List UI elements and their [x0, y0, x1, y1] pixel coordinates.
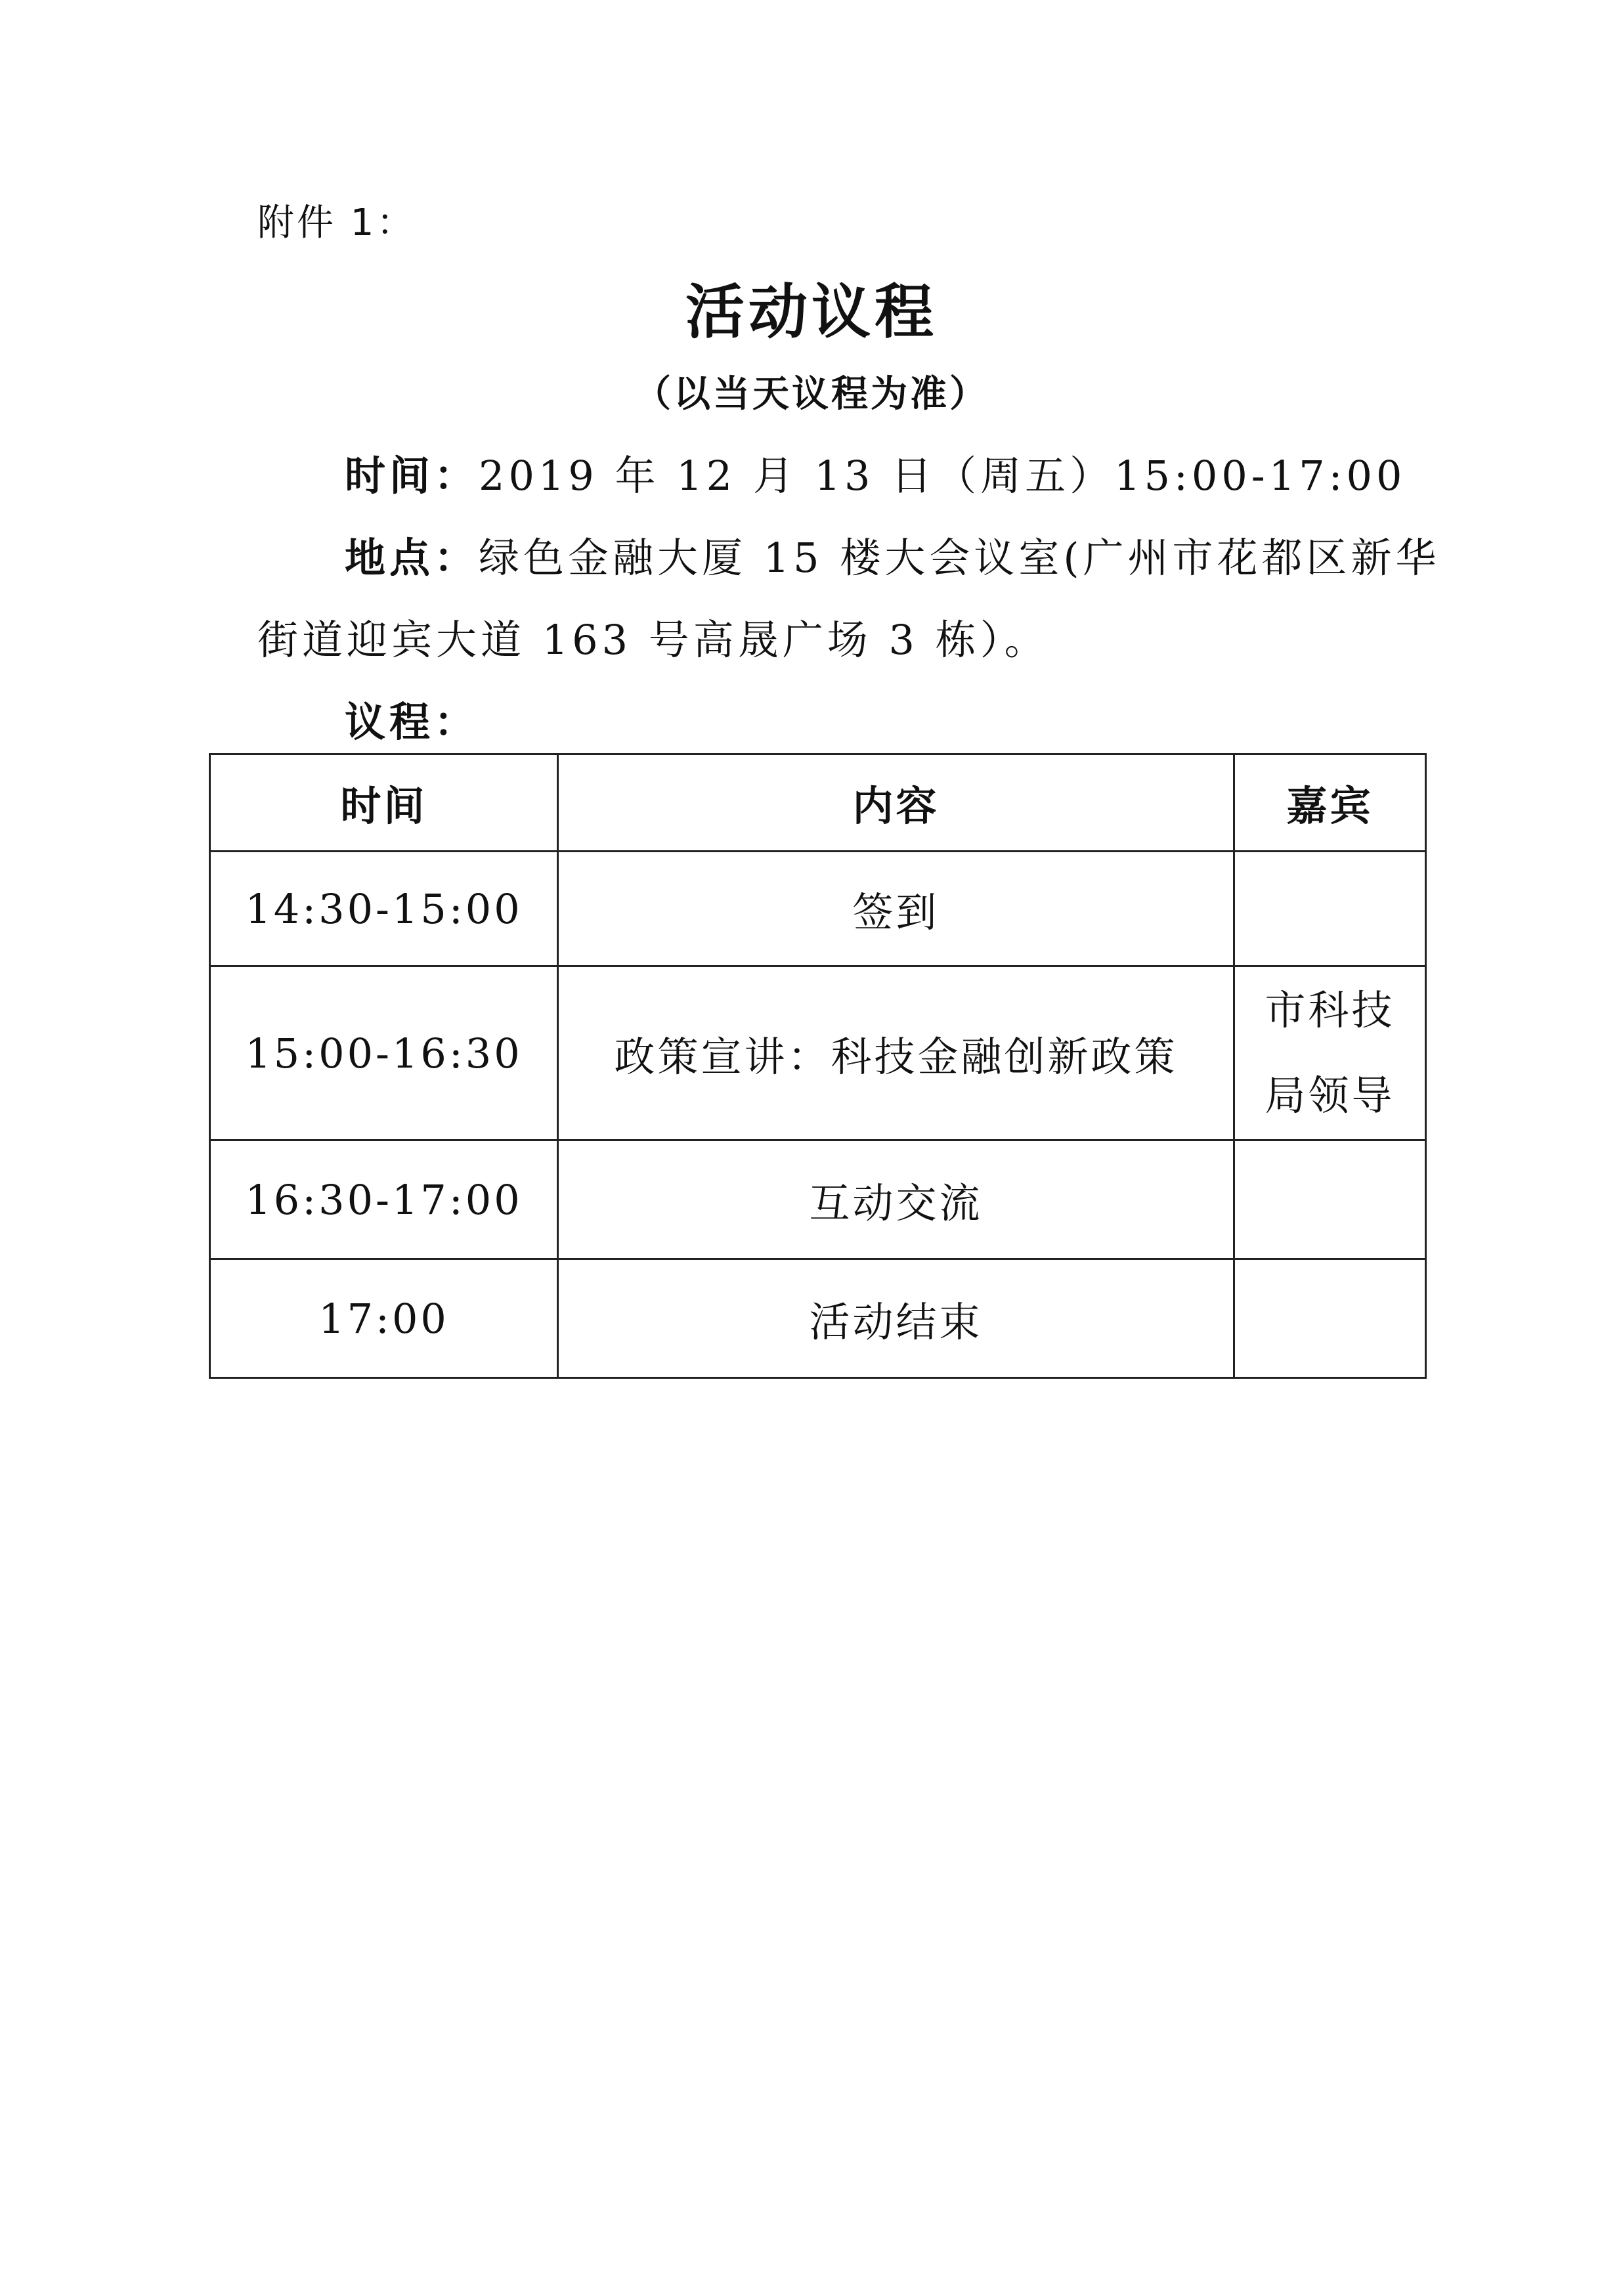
location-value-line1: 绿色金融大厦 15 楼大会议室(广州市花都区新华 — [479, 534, 1440, 582]
cell-guest — [1234, 966, 1426, 1140]
attachment-label: 附件 1： — [257, 202, 416, 244]
agenda-line — [345, 693, 479, 752]
location-value-line2: 街道迎宾大道 163 号高晟广场 3 栋）。 — [257, 616, 1049, 664]
time-label: 时间： — [345, 452, 479, 500]
table-header-row — [210, 754, 1426, 852]
cell-content: 活动结束 — [558, 1259, 1234, 1378]
location-line — [345, 529, 1440, 588]
table-row — [210, 1259, 1426, 1378]
header-time: 时间 — [210, 754, 558, 852]
cell-content: 政策宣讲：科技金融创新政策 — [558, 966, 1234, 1140]
cell-content: 互动交流 — [558, 1140, 1234, 1259]
location-line-continued — [257, 611, 1049, 670]
cell-guest — [1234, 852, 1426, 966]
table-row — [210, 966, 1426, 1140]
table-row — [210, 852, 1426, 966]
guest-text: 市科技局领导 — [1265, 986, 1395, 1119]
header-content: 内容 — [558, 754, 1234, 852]
cell-content: 签到 — [558, 852, 1234, 966]
page-subtitle: （以当天议程为准） — [634, 372, 989, 416]
cell-guest — [1234, 1140, 1426, 1259]
table-row — [210, 1140, 1426, 1259]
agenda-label: 议程： — [345, 698, 479, 746]
agenda-table — [209, 753, 1427, 1379]
location-label: 地点： — [345, 534, 479, 582]
cell-time: 17:00 — [210, 1259, 558, 1378]
cell-time: 15:00-16:30 — [210, 966, 558, 1140]
cell-time: 14:30-15:00 — [210, 852, 558, 966]
header-guest: 嘉宾 — [1234, 754, 1426, 852]
time-value: 2019 年 12 月 13 日（周五）15:00-17:00 — [479, 452, 1406, 500]
page-title: 活动议程 — [685, 277, 938, 347]
cell-guest — [1234, 1259, 1426, 1378]
cell-time: 16:30-17:00 — [210, 1140, 558, 1259]
time-line — [345, 446, 1406, 506]
